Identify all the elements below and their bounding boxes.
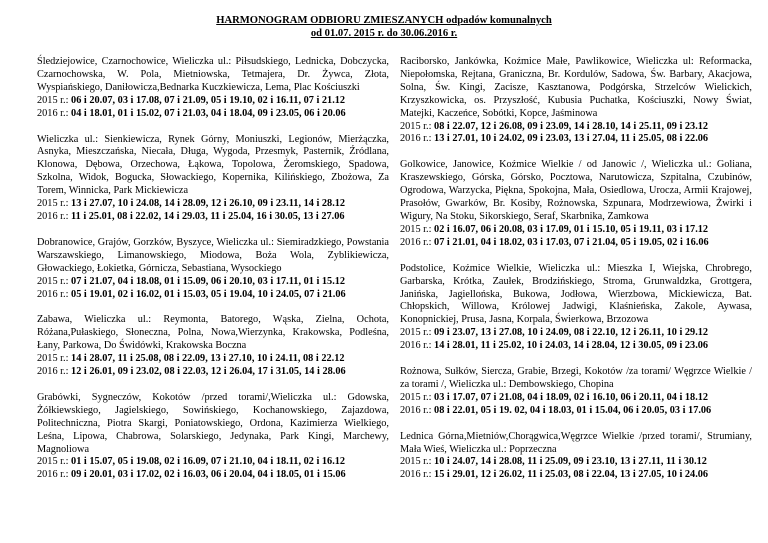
dates-value: 07 i 21.07, 04 i 18.08, 01 i 15.09, 06 i 20.10, 03 i 17.11, 01 i 15.12 xyxy=(71,275,346,287)
dates-value: 01 i 15.07, 05 i 19.08, 02 i 16.09, 07 i 21.10, 04 i 18.11, 02 i 16.12 xyxy=(71,456,346,468)
year-label: 2016 r.: xyxy=(37,210,69,222)
dates-2015 xyxy=(400,121,752,134)
district-block xyxy=(37,392,389,482)
dates-value: 06 i 20.07, 03 i 17.08, 07 i 21.09, 05 i 19.10, 02 i 16.11, 07 i 21.12 xyxy=(71,94,346,106)
district-block xyxy=(400,431,752,483)
district-areas: Podstolice, Koźmice Wielkie, Wieliczka ul.: Mieszka I, Wiejska, Chrobrego, Garbarska, Krótka, Zaułek, Brodzińskiego, Stroma, Grunwaldzka, Grottgera, Janińska, Jagiellońska, Bukowa, Jodłowa, Wierzbowa, Mickiewicza, Bat. Chłopskich, Willowa, Królowej Jadwigi, Klaśnieńska, Zakole, Aywasa, Konopnickiej, Prusa, Jasna, Korpala, Świerkowa, Brzozowa xyxy=(400,262,752,326)
dates-2016 xyxy=(37,108,389,121)
dates-2015 xyxy=(37,198,389,211)
district-block xyxy=(37,314,389,379)
dates-value: 08 i 22.01, 05 i 19. 02, 04 i 18.03, 01 i 15.04, 06 i 20.05, 03 i 17.06 xyxy=(434,404,712,416)
dates-value: 15 i 29.01, 12 i 26.02, 11 i 25.03, 08 i 22.04, 13 i 27.05, 10 i 24.06 xyxy=(434,469,709,481)
year-label: 2015 r.: xyxy=(37,456,69,468)
dates-value: 13 i 27.01, 10 i 24.02, 09 i 23.03, 13 i 27.04, 11 i 25.05, 08 i 22.06 xyxy=(434,133,709,145)
year-label: 2016 r.: xyxy=(400,404,432,416)
dates-2015 xyxy=(400,456,752,469)
dates-value: 04 i 18.01, 01 i 15.02, 07 i 21.03, 04 i 18.04, 09 i 23.05, 06 i 20.06 xyxy=(71,107,346,119)
dates-2016 xyxy=(37,289,389,302)
dates-2016 xyxy=(37,211,389,224)
dates-value: 11 i 25.01, 08 i 22.02, 14 i 29.03, 11 i 25.04, 16 i 30.05, 13 i 27.06 xyxy=(71,210,345,222)
district-areas: Golkowice, Janowice, Koźmice Wielkie / od Janowic /, Wieliczka ul.: Goliana, Kraszewskiego, Górska, Górsko, Pocztowa, Narutowicza, Szpitalna, Czubinów, Ogrodowa, Warzycka, Piękna, Spokojna, Mała, Osiedlowa, Urocza, Armii Krajowej, Prasołów, Gwarków, Br. Kosiby, Rożnowska, Szpunara, Modrzewiowa, Żwirki i Wigury, Na Stoku, Sikorskiego, Seraf, Skarbnika, Zamkowa xyxy=(400,159,752,222)
year-label: 2016 r.: xyxy=(400,236,432,248)
district-block xyxy=(37,56,389,121)
district-block xyxy=(37,134,389,224)
dates-value: 14 i 28.07, 11 i 25.08, 08 i 22.09, 13 i 27.10, 10 i 24.11, 08 i 22.12 xyxy=(71,353,345,365)
district-block xyxy=(37,237,389,302)
year-label: 2015 r.: xyxy=(400,391,432,403)
year-label: 2016 r.: xyxy=(37,469,69,481)
district-areas: Śledziejowice, Czarnochowice, Wieliczka ul.: Piłsudskiego, Lednicka, Dobczycka, Czarnochowska, W. Pola, Mietniowska, Tetmajera, Dr. Żywca, Złota, Wyspiańskiego, Daniłowicza,Bednarka Kuczkiewicza, Lema, Plac Kościuszki xyxy=(37,56,389,93)
dates-2015 xyxy=(400,224,752,237)
dates-2015 xyxy=(400,392,752,405)
district-block xyxy=(400,366,752,418)
dates-value: 13 i 27.07, 10 i 24.08, 14 i 28.09, 12 i 26.10, 09 i 23.11, 14 i 28.12 xyxy=(71,198,346,210)
year-label: 2015 r.: xyxy=(37,94,69,106)
dates-value: 05 i 19.01, 02 i 16.02, 01 i 15.03, 05 i 19.04, 10 i 24.05, 07 i 21.06 xyxy=(71,288,346,300)
dates-value: 14 i 28.01, 11 i 25.02, 10 i 24.03, 14 i 28.04, 12 i 30.05, 09 i 23.06 xyxy=(434,340,709,352)
dates-2015 xyxy=(37,456,389,469)
year-label: 2016 r.: xyxy=(400,133,432,145)
year-label: 2015 r.: xyxy=(400,120,432,132)
dates-2016 xyxy=(400,133,752,146)
district-areas: Zabawa, Wieliczka ul.: Reymonta, Batorego, Wąska, Zielna, Ochota, Różana,Pułaskiego, Słoneczna, Polna, Nowa,Wierzynka, Krakowska, Podleśna, Łany, Parkowa, Do Świdówki, Krakowska Boczna xyxy=(37,314,389,352)
dates-2015 xyxy=(37,276,389,289)
year-label: 2015 r.: xyxy=(37,275,69,287)
year-label: 2015 r.: xyxy=(400,456,432,468)
year-label: 2015 r.: xyxy=(37,353,69,365)
year-label: 2015 r.: xyxy=(37,198,69,210)
dates-value: 10 i 24.07, 14 i 28.08, 11 i 25.09, 09 i 23.10, 13 i 27.11, 11 i 30.12 xyxy=(434,456,707,468)
dates-2016 xyxy=(37,366,389,379)
dates-value: 09 i 20.01, 03 i 17.02, 02 i 16.03, 06 i 20.04, 04 i 18.05, 01 i 15.06 xyxy=(71,469,346,481)
left-column xyxy=(37,56,389,482)
year-label: 2016 r.: xyxy=(400,340,432,352)
dates-value: 09 i 23.07, 13 i 27.08, 10 i 24.09, 08 i 22.10, 12 i 26.11, 10 i 29.12 xyxy=(434,327,709,339)
year-label: 2016 r.: xyxy=(37,288,69,300)
dates-2015 xyxy=(37,353,389,366)
dates-2016 xyxy=(37,469,389,482)
schedule-period: od 01.07. 2015 r. do 30.06.2016 r. xyxy=(310,28,458,39)
district-areas: Dobranowice, Grajów, Gorzków, Byszyce, Wieliczka ul.: Siemiradzkiego, Powstania Warszawskiego, Limanowskiego, Miodowa, Boża Wola, Zyblikiewicza, Głowackiego, Łokietka, Górnicza, Sebastiana, Wysockiego xyxy=(37,236,389,274)
dates-2016 xyxy=(400,405,752,418)
dates-value: 07 i 21.01, 04 i 18.02, 03 i 17.03, 07 i 21.04, 05 i 19.05, 02 i 16.06 xyxy=(434,236,709,248)
dates-value: 08 i 22.07, 12 i 26.08, 09 i 23.09, 14 i 28.10, 14 i 25.11, 09 i 23.12 xyxy=(434,120,709,132)
dates-value: 03 i 17.07, 07 i 21.08, 04 i 18.09, 02 i 16.10, 06 i 20.11, 04 i 18.12 xyxy=(434,391,709,403)
dates-2016 xyxy=(400,237,752,250)
year-label: 2015 r.: xyxy=(400,327,432,339)
district-areas: Rożnowa, Sułków, Siercza, Grabie, Brzegi, Kokotów /za torami/ Węgrzce Wielkie / za torami /, Wieliczka ul.: Dembowskiego, Chopina xyxy=(400,366,752,390)
district-areas: Raciborsko, Jankówka, Koźmice Małe, Pawlikowice, Wieliczka ul: Reformacka, Niepołomska, Rejtana, Graniczna, Br. Kordulów, Sadowa, Św. Barbary, Akacjowa, Solna, Św. Kingi, Zacisze, Kasztanowa, Podgórska, Strzelców Wielickich, Krzyszkowicka, os. Przyszłość, Kubusia Puchatka, Kościuszki, Nowy Świat, Matejki, Kaczeńce, Sobótki, Kopce, Jaśminowa xyxy=(400,56,752,119)
dates-value: 02 i 16.07, 06 i 20.08, 03 i 17.09, 01 i 15.10, 05 i 19.11, 03 i 17.12 xyxy=(434,223,709,235)
dates-2015 xyxy=(400,327,752,340)
year-label: 2016 r.: xyxy=(400,469,432,481)
dates-value: 12 i 26.01, 09 i 23.02, 08 i 22.03, 12 i 26.04, 17 i 31.05, 14 i 28.06 xyxy=(71,366,346,378)
right-column xyxy=(400,56,752,482)
district-areas: Wieliczka ul.: Sienkiewicza, Rynek Górny, Moniuszki, Legionów, Mierżączka, Asnyka, Mieszczańska, Niecała, Długa, Wygoda, Przesmyk, Pasternik, Źródlana, Klonowa, Dębowa, Orzechowa, Łąkowa, Topolowa, Żeromskiego, Spadowa, Szkolna, Widok, Bogucka, Słowackiego, Kopernika, Kilińskiego, Zbożowa, Za Torem, Winnicka, Park Mickiewicza xyxy=(37,133,389,197)
district-block xyxy=(400,159,752,249)
district-block xyxy=(400,263,752,353)
dates-2016 xyxy=(400,469,752,482)
district-block xyxy=(400,56,752,146)
district-areas: Lednica Górna,Mietniów,Chorągwica,Węgrzce Wielkie /przed torami/, Strumiany, Mała Wieś, Wieliczka ul.: Poprzeczna xyxy=(400,430,752,455)
dates-2015 xyxy=(37,95,389,108)
district-areas: Grabówki, Sygneczów, Kokotów /przed torami/,Wieliczka ul.: Gdowska, Żółkiewskiego, Jagielskiego, Sowińskiego, Kochanowskiego, Zajazdowa, Politechniczna, Piotra Skargi, Poniatowskiego, Ordona, Kazimierza Wielkiego, Leśna, Lipowa, Chabrowa, Solarskiego, Jedynaka, Park Kingi, Marchewy, Magnoliowa xyxy=(37,391,389,455)
schedule-title: HARMONOGRAM ODBIORU ZMIESZANYCH odpadów komunalnych xyxy=(216,15,552,26)
year-label: 2015 r.: xyxy=(400,223,432,235)
year-label: 2016 r.: xyxy=(37,107,69,119)
dates-2016 xyxy=(400,340,752,353)
year-label: 2016 r.: xyxy=(37,366,69,378)
